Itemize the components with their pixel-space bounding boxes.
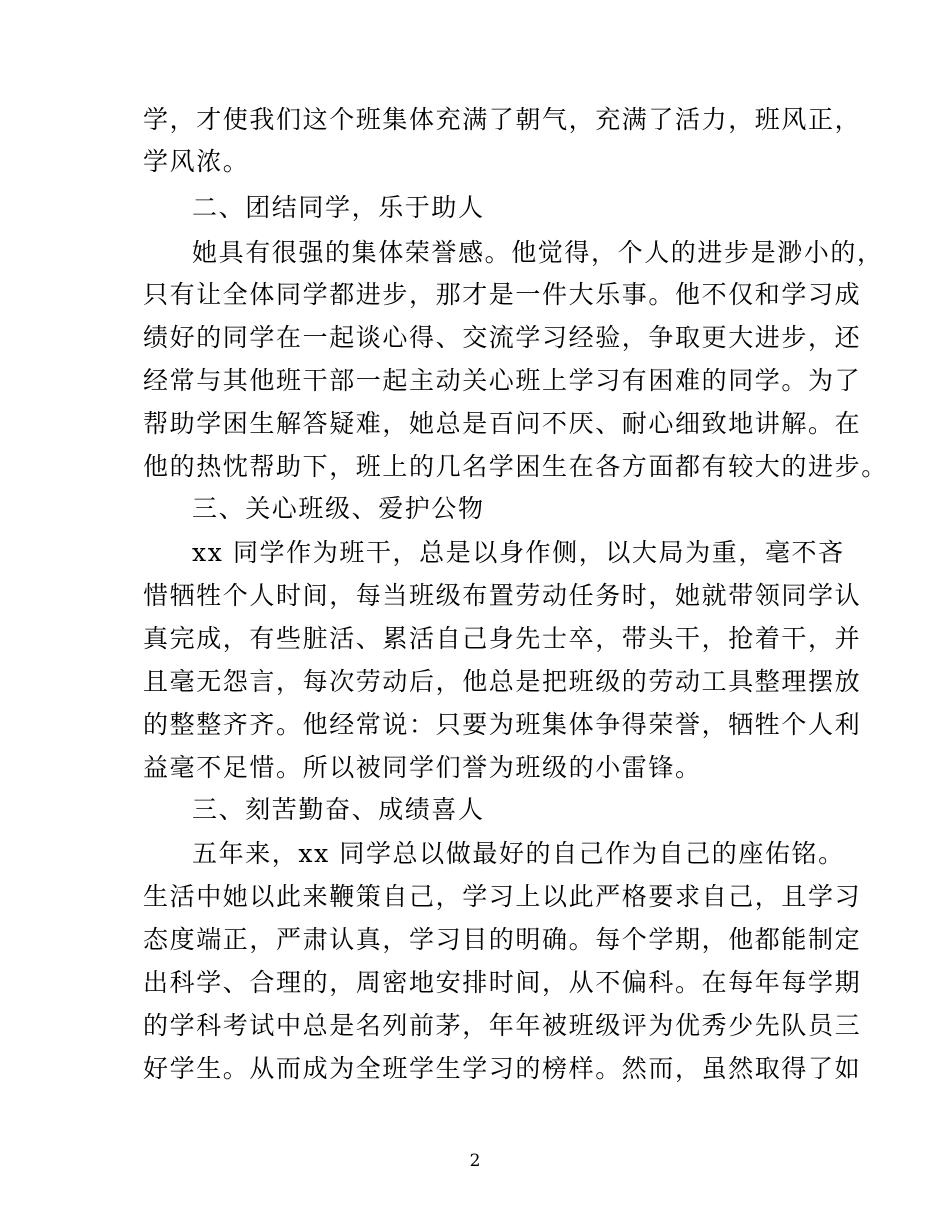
text-line: 且毫无怨言，每次劳动后，他总是把班级的劳动工具整理摆放 [143, 667, 862, 696]
text-line: 五年来，xx 同学总以做最好的自己作为自己的座佑铭。 [192, 839, 845, 868]
text-line: xx 同学作为班干，总是以身作侧，以大局为重，毫不吝 [192, 538, 845, 567]
text-line: 学风浓。 [143, 147, 250, 176]
text-line: 只有让全体同学都进步，那才是一件大乐事。他不仅和学习成 [143, 280, 862, 309]
text-line: 学，才使我们这个班集体充满了朝气，充满了活力，班风正， [143, 105, 862, 134]
page-number: 2 [469, 1151, 481, 1171]
text-line: 的学科考试中总是名列前茅，年年被班级评为优秀少先队员三 [143, 1011, 862, 1040]
text-line: 惜牺牲个人时间，每当班级布置劳动任务时，她就带领同学认 [143, 581, 862, 610]
section-heading: 三、刻苦勤奋、成绩喜人 [192, 795, 485, 824]
text-line: 生活中她以此来鞭策自己，学习上以此严格要求自己，且学习 [143, 882, 862, 911]
text-line: 好学生。从而成为全班学生学习的榜样。然而，虽然取得了如 [143, 1054, 862, 1083]
text-line: 益毫不足惜。所以被同学们誉为班级的小雷锋。 [143, 753, 702, 782]
text-line: 经常与其他班干部一起主动关心班上学习有困难的同学。为了 [143, 366, 862, 395]
text-line: 她具有很强的集体荣誉感。他觉得，个人的进步是渺小的， [192, 238, 884, 267]
section-heading: 二、团结同学，乐于助人 [192, 193, 485, 222]
text-line: 绩好的同学在一起谈心得、交流学习经验，争取更大进步，还 [143, 323, 862, 352]
text-line: 帮助学困生解答疑难，她总是百问不厌、耐心细致地讲解。在 [143, 409, 862, 438]
text-line: 的整整齐齐。他经常说：只要为班集体争得荣誉，牺牲个人利 [143, 710, 862, 739]
text-line: 真完成，有些脏活、累活自己身先士卒，带头干，抢着干，并 [143, 624, 862, 653]
text-line: 态度端正，严肃认真，学习目的明确。每个学期，他都能制定 [143, 925, 862, 954]
section-heading: 三、关心班级、爱护公物 [192, 494, 485, 523]
text-line: 他的热忱帮助下，班上的几名学困生在各方面都有较大的进步。 [143, 452, 888, 481]
text-line: 出科学、合理的，周密地安排时间，从不偏科。在每年每学期 [143, 968, 862, 997]
